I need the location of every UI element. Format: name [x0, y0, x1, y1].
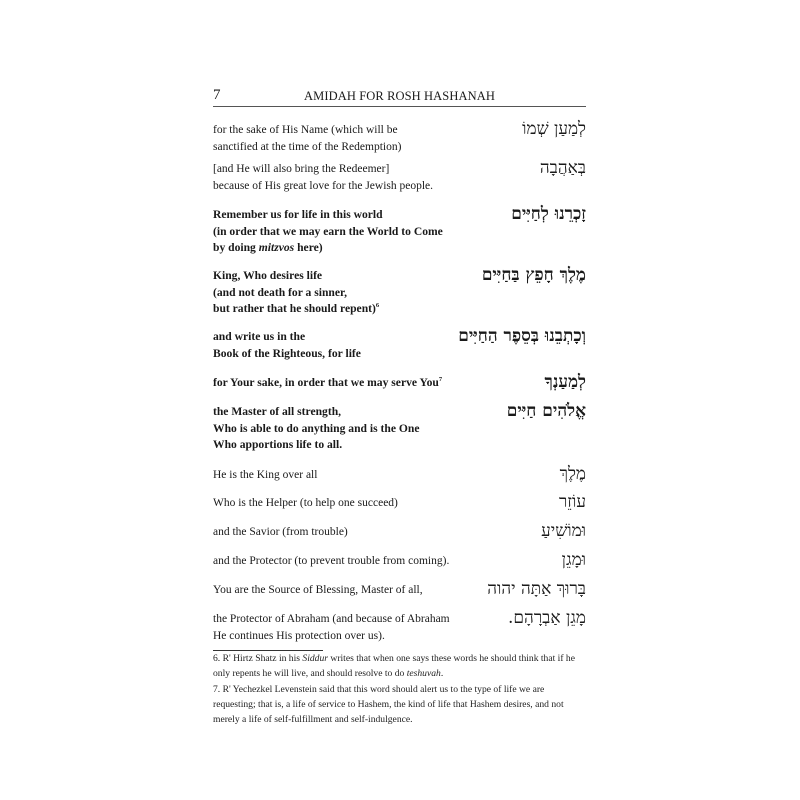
translation-line: Who apportions life to all. [213, 438, 343, 451]
translation [213, 524, 348, 541]
translation-line: and the Savior (from trouble) [213, 526, 348, 538]
translation-line: Remember us for life in this world [213, 208, 383, 221]
text-run: but rather that he should repent) [213, 302, 376, 315]
text-run: by doing [213, 241, 259, 254]
hebrew-text: בָּרוּךְ אַתָּה יהוה [487, 579, 586, 599]
translation-line: (and not death for a sinner, [213, 285, 347, 299]
hebrew-text: וּמָגֵן [561, 550, 586, 570]
footnote-ref[interactable]: 7 [438, 376, 443, 383]
translation [213, 375, 442, 392]
translation-line: (in order that we may earn the World to Come [213, 224, 443, 238]
translation-line: [and He will also bring the Redeemer] [213, 163, 390, 175]
translation-line: He continues His protection over us). [213, 629, 385, 642]
translation-line: You are the Source of Blessing, Master of all, [213, 584, 423, 596]
translation [213, 553, 449, 570]
translation-line: Who is the Helper (to help one succeed) [213, 497, 398, 509]
hebrew-text: מָגֵן אַבְרָהָם. [508, 608, 586, 628]
translation-line: Who is able to do anything and is the One [213, 421, 420, 435]
hebrew-text: לְמַעַנְךָ [544, 372, 586, 392]
translation-line: sanctified at the time of the Redemption) [213, 140, 402, 153]
hebrew-text: מֶלֶךְ חָפֵץ בַּחַיִּים [481, 265, 586, 285]
translation-line: because of His great love for the Jewish people. [213, 179, 434, 192]
text-run: . [440, 667, 444, 679]
translation-line [213, 240, 443, 257]
translation-line: for the sake of His Name (which will be [213, 124, 398, 136]
translation [213, 611, 450, 644]
hebrew-text: בְּאַהֲבָה [539, 158, 586, 178]
text-run: for Your sake, in order that we may serve You [213, 376, 439, 389]
translation [213, 404, 419, 454]
translation-line: and the Protector (to prevent trouble from coming). [213, 555, 450, 567]
hebrew-text: לְמַעַן שְׁמוֹ [522, 119, 586, 139]
hebrew-text: וּמוֹשִׁיעַ [541, 521, 586, 541]
translation [213, 467, 317, 484]
hebrew-text: עוֹזֵר [558, 492, 586, 512]
hebrew-text: אֱלֹהִים חַיִּים [506, 401, 586, 421]
translation-line: He is the King over all [213, 469, 318, 481]
translation-line: the Protector of Abraham (and because of Abraham [213, 613, 450, 625]
page-number: 7 [213, 87, 221, 103]
translation [213, 495, 398, 512]
italic-term: mitzvos [258, 241, 295, 254]
hebrew-text: זָכְרֵנוּ לְחַיִּים [511, 204, 586, 224]
translation [213, 582, 423, 599]
footnote-divider [213, 650, 323, 651]
translation [213, 207, 443, 257]
chapter-title: AMIDAH FOR ROSH HASHANAH [304, 89, 495, 103]
book-page [213, 86, 586, 725]
translation [213, 122, 401, 155]
translation-line [213, 301, 379, 318]
translation [213, 329, 361, 362]
text-run: 6. R' Hirtz Shatz in his [213, 653, 303, 664]
footnote-6 [213, 652, 588, 682]
footnote-7: 7. R' Yechezkel Levenstein said that this word should alert us to the type of life we are requesting; that is, a life of service to Hashem, the kind of life that Hashem desires, and not merely a life of self-fulfillment and self-indulgence. [213, 684, 564, 725]
italic-term: teshuvah [406, 667, 441, 679]
italic-term: Siddur [302, 653, 328, 664]
text-run: here) [294, 241, 323, 254]
text-run: writes that when one says these words he should think that if he only repents he will live, and should resolve to do [213, 653, 575, 679]
translation-line: the Master of all strength, [213, 405, 342, 418]
translation-line [213, 375, 442, 392]
running-head [213, 86, 586, 107]
translation [213, 268, 379, 318]
footnote-ref[interactable]: 6 [375, 302, 380, 309]
hebrew-text: מֶלֶךְ [559, 464, 586, 484]
translation-line: Book of the Righteous, for life [213, 346, 361, 360]
hebrew-text: וְכָתְבֵנוּ בְּסֵפֶר הַחַיִּים [458, 326, 586, 346]
translation [213, 161, 433, 194]
translation-line: King, Who desires life [213, 269, 323, 282]
translation-line: and write us in the [213, 330, 306, 343]
